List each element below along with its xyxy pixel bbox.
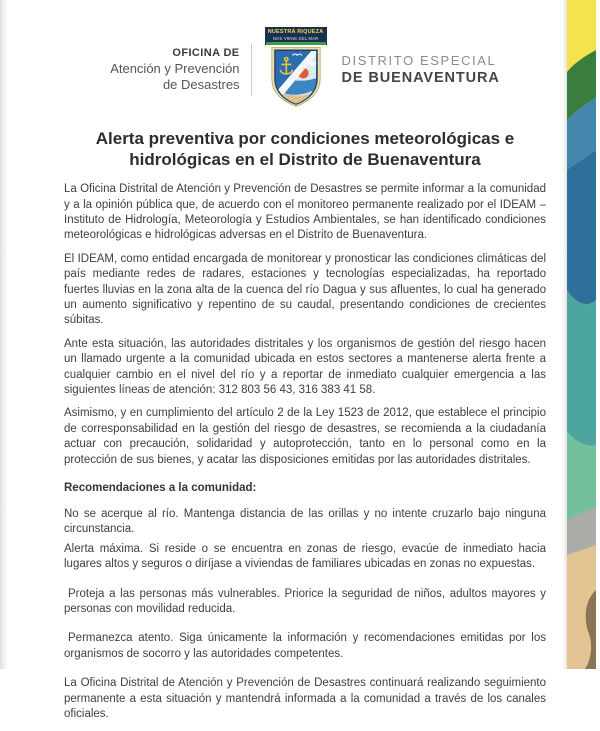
paragraph-hotlines: Ante esta situación, las autoridades distritales y los organismos de gestión del riesgo hacen un llamado urgente a la comunidad ubicada en estos sectores a mantenerse alerta frente a cualquier cambio en el nivel del río y a reportar de inmediato cualquier emergencia a las siguientes líneas de atención: 312 803 56 43, 316 383 41 58.: [64, 337, 546, 397]
flyer-header: [64, 0, 546, 114]
flyer-content: [64, 0, 546, 731]
office-line3: de Desastres: [162, 77, 240, 93]
buenaventura-crest-icon: [267, 45, 325, 114]
paragraph-intro: La Oficina Distrital de Atención y Prevención de Desastres se permite informar a la comunidad y a la opinión pública que, de acuerdo con el monitoreo permanente realizado por el IDEAM – Instituto de Hidrología, Meteorología y Estudios Ambientales, se han identificado condiciones meteorológicas e hidrológicas adversas en el Distrito de Buenaventura.: [64, 183, 546, 242]
office-line2: Atención y Prevención: [110, 61, 240, 77]
paragraph-closing: La Oficina Distrital de Atención y Prevención de Desastres continuará realizando seguimiento permanente a esta situación y mantendrá informada a la comunidad a través de los canales oficiales.: [64, 677, 546, 721]
crest-motto-line1: NUESTRA RIQUEZA: [267, 29, 324, 35]
paragraph-ideam: El IDEAM, como entidad encargada de monitorear y pronosticar las condiciones climáticas del país mediante redes de radares, estaciones y tecnologías especializadas, ha reportado fuertes lluvias en la zona alta de la cuenca del río Dagua y sus afluentes, lo cual ha generado un aumento significativo y repentino de su caudal, presentando condiciones de crecientes súbitas.: [64, 252, 546, 327]
page-left-edge: [0, 0, 8, 669]
district-line1: DISTRITO ESPECIAL: [341, 52, 497, 68]
decorative-landscape-strip: [567, 0, 596, 669]
recommendation-vulnerable: Proteja a las personas más vulnerables. Priorice la seguridad de niños, adultos mayores y personas con movilidad reducida.: [64, 587, 546, 616]
recommendation-evacuate: Alerta máxima. Si reside o se encuentra en zonas de riesgo, evacúe de inmediato hacia lugares altos y seguros o diríjase a viviendas de familiares ubicadas en zonas no expuestas.: [64, 542, 546, 571]
alert-title: Alerta preventiva por condiciones meteorológicas e hidrológicas en el Distrito de Buenaventura: [95, 128, 515, 170]
district-line2: DE BUENAVENTURA: [341, 70, 500, 87]
crest-motto-line2: NOS VIENE DEL MAR: [272, 35, 319, 41]
paragraph-law: Asimismo, y en cumplimiento del artículo 2 de la Ley 1523 de 2012, que establece el principio de corresponsabilidad en la gestión del riesgo de desastres, se recomienda a la ciudadanía actuar con precaución, solidaridad y autoprotección, tanto en lo personal como en la protección de sus bienes, y acatar las disposiciones emitidas por las autoridades distritales.: [64, 407, 546, 466]
crest-block: [265, 27, 327, 114]
header-divider: [251, 44, 252, 96]
office-title-block: [110, 47, 239, 93]
district-title-block: [342, 52, 500, 89]
recommendation-stay-informed: Permanezca atento. Siga únicamente la información y recomendaciones emitidas por los organismos de socorro y las autoridades competentes.: [64, 632, 546, 660]
recommendations-heading: Recomendaciones a la comunidad:: [64, 482, 257, 495]
recommendation-river: No se acerque al río. Mantenga distancia de las orillas y no intente cruzarlo bajo ninguna circunstancia.: [64, 508, 546, 536]
office-line1: OFICINA DE: [172, 47, 240, 60]
crest-motto-banner: [265, 27, 327, 45]
